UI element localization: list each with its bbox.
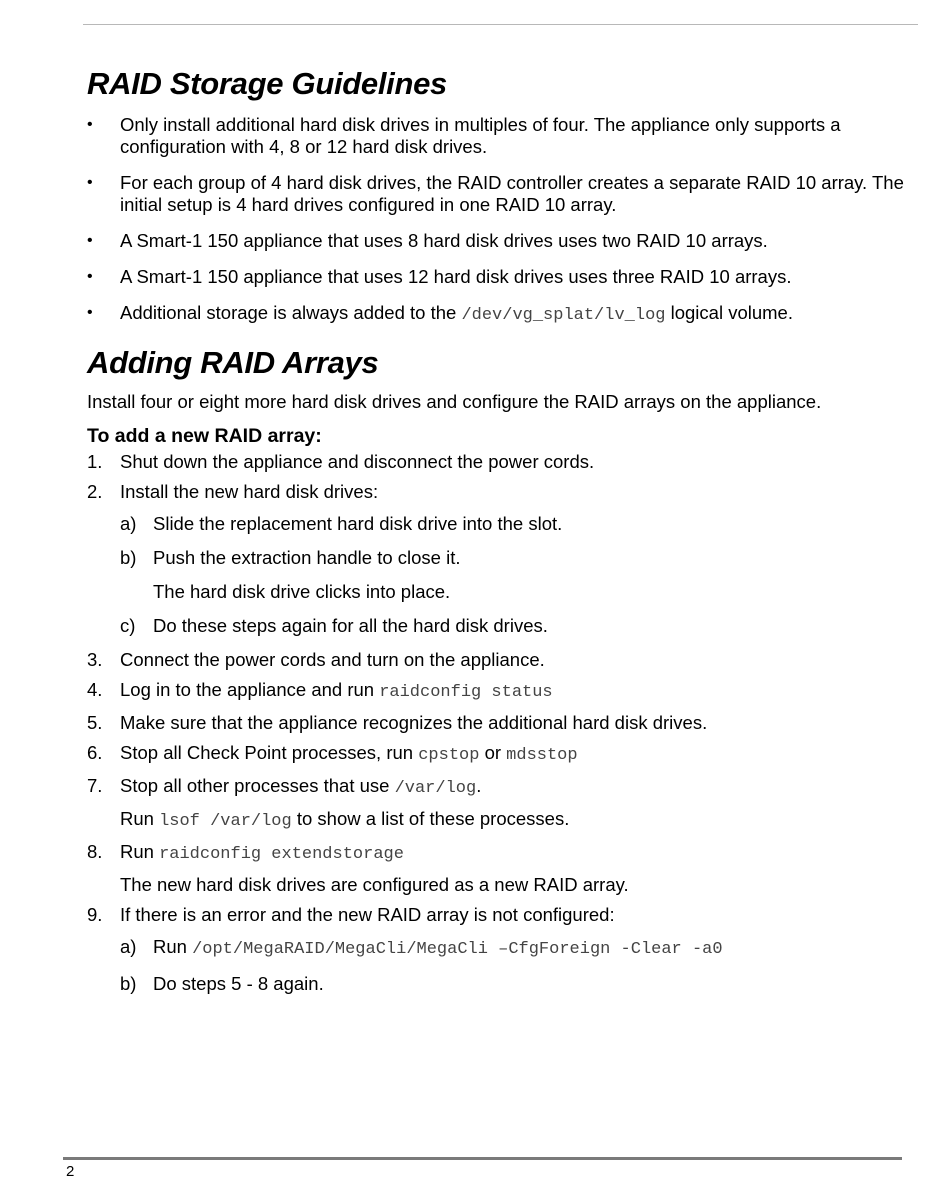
- footer-rule: [63, 1157, 902, 1160]
- step-text: Log in to the appliance and run: [120, 679, 380, 700]
- step-text: or: [479, 742, 507, 763]
- substep-text: Do steps 5 - 8 again.: [153, 973, 324, 994]
- step-1: [87, 451, 927, 473]
- substep-label: b): [120, 973, 137, 994]
- substep-text: Push the extraction handle to close it.: [153, 547, 461, 568]
- step-text: .: [476, 775, 482, 796]
- list-item: • A Smart-1 150 appliance that uses 8 hard disk drives uses two RAID 10 arrays.: [87, 230, 927, 252]
- section-intro: Install four or eight more hard disk drives and configure the RAID arrays on the appliance.: [87, 391, 822, 412]
- step-number: 4.: [87, 679, 103, 700]
- step-continuation: [120, 808, 927, 833]
- code-command: raidconfig extendstorage: [159, 845, 404, 864]
- substep-note: The hard disk drive clicks into place.: [153, 581, 451, 602]
- substep-label: c): [120, 615, 136, 636]
- bullet-text: Additional storage is always added to the: [120, 302, 462, 323]
- step-2: [87, 481, 927, 637]
- step-text: Connect the power cords and turn on the appliance.: [120, 649, 545, 670]
- list-item: • For each group of 4 hard disk drives, the RAID controller creates a separate RAID 10 array. The initial setup is 4 hard drives configured in one RAID 10 array.: [87, 172, 927, 216]
- step-number: 5.: [87, 712, 103, 733]
- section-title-raid-guidelines: RAID Storage Guidelines: [87, 66, 447, 101]
- step-number: 9.: [87, 904, 103, 925]
- document-body: [87, 62, 927, 1007]
- step-text: Stop all Check Point processes, run: [120, 742, 419, 763]
- substep-label: a): [120, 936, 137, 957]
- step-3: [87, 649, 927, 671]
- step-text: Run: [120, 841, 160, 862]
- step-number: 6.: [87, 742, 103, 763]
- procedure-title: To add a new RAID array:: [87, 425, 322, 447]
- substep-text: Do these steps again for all the hard disk drives.: [153, 615, 548, 636]
- step-7: [87, 775, 927, 833]
- step-6: [87, 742, 927, 767]
- substeps: [120, 513, 927, 637]
- step-text: Install the new hard disk drives:: [120, 481, 379, 502]
- step-8: [87, 841, 927, 896]
- header-rule: [83, 24, 918, 25]
- code-path: /var/log: [394, 779, 477, 798]
- step-4: [87, 679, 927, 704]
- substeps: [120, 936, 927, 995]
- step-text: to show a list of these processes.: [291, 808, 570, 829]
- page-number: 2: [66, 1163, 75, 1180]
- substep-label: b): [120, 547, 137, 568]
- code-path: /dev/vg_splat/lv_log: [461, 306, 666, 325]
- list-item: • Only install additional hard disk drives in multiples of four. The appliance only supports a configuration with 4, 8 or 12 hard disk drives.: [87, 114, 927, 158]
- substep-a: [120, 936, 927, 961]
- procedure-steps: [87, 451, 927, 995]
- step-9: [87, 904, 927, 995]
- substep-a: [120, 513, 927, 535]
- step-number: 8.: [87, 841, 103, 862]
- list-item: • A Smart-1 150 appliance that uses 12 hard disk drives uses three RAID 10 arrays.: [87, 266, 927, 288]
- list-item: [87, 302, 927, 327]
- substep-b: [120, 547, 927, 603]
- step-text: Shut down the appliance and disconnect the power cords.: [120, 451, 595, 472]
- bullet-text: logical volume.: [665, 302, 793, 323]
- step-5: [87, 712, 927, 734]
- substep-c: [120, 615, 927, 637]
- substep-b: [120, 973, 927, 995]
- step-number: 7.: [87, 775, 103, 796]
- code-command: raidconfig status: [379, 683, 553, 702]
- substep-label: a): [120, 513, 137, 534]
- step-continuation: The new hard disk drives are configured as a new RAID array.: [120, 874, 629, 895]
- substep-text: Run: [153, 936, 193, 957]
- code-command: mdsstop: [506, 746, 578, 765]
- code-command: lsof /var/log: [159, 812, 292, 831]
- code-command: /opt/MegaRAID/MegaCli/MegaCli –CfgForeign -Clear -a0: [192, 940, 723, 959]
- step-number: 2.: [87, 481, 103, 502]
- guidelines-list: [87, 114, 927, 327]
- section-title-adding-raid: Adding RAID Arrays: [87, 345, 379, 380]
- step-text: Make sure that the appliance recognizes the additional hard disk drives.: [120, 712, 708, 733]
- step-text: If there is an error and the new RAID array is not configured:: [120, 904, 615, 925]
- step-text: Run: [120, 808, 160, 829]
- step-number: 3.: [87, 649, 103, 670]
- step-text: Stop all other processes that use: [120, 775, 395, 796]
- step-number: 1.: [87, 451, 103, 472]
- substep-text: Slide the replacement hard disk drive into the slot.: [153, 513, 563, 534]
- code-command: cpstop: [418, 746, 480, 765]
